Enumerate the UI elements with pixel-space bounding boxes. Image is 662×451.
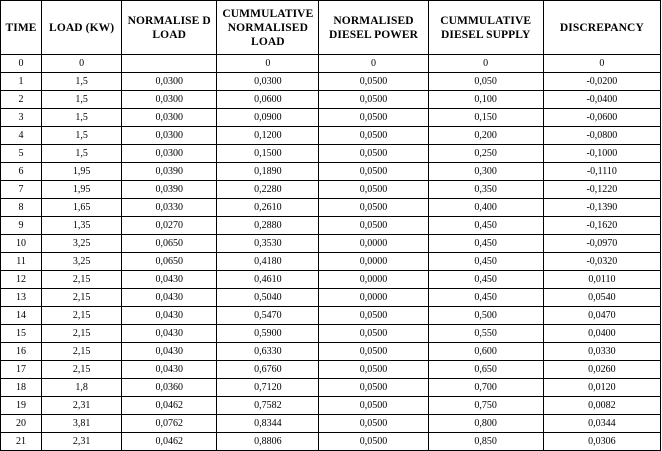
cell-normalised-load: 0,0462 [122,397,217,415]
cell-cumulative-diesel-supply: 0,600 [428,343,543,361]
table-row [1,109,661,127]
cell-load-kw: 2,15 [42,307,122,325]
cell-time: 19 [1,397,42,415]
cell-normalised-load: 0,0330 [122,199,217,217]
cell-discrepancy: -0,0200 [543,73,660,91]
cell-normalised-diesel-power: 0,0500 [319,307,428,325]
table-row [1,145,661,163]
cell-cumulative-diesel-supply: 0,450 [428,217,543,235]
cell-load-kw: 1,5 [42,127,122,145]
cell-cumulative-normalised-load: 0,5470 [217,307,319,325]
cell-time: 15 [1,325,42,343]
cell-cumulative-normalised-load: 0,8344 [217,415,319,433]
cell-cumulative-diesel-supply: 0,450 [428,289,543,307]
cell-normalised-load [122,55,217,73]
header-discrepancy: DISCREPANCY [543,1,660,55]
table-row [1,271,661,289]
table-header [1,1,661,55]
cell-discrepancy: 0,0260 [543,361,660,379]
cell-normalised-diesel-power: 0,0000 [319,289,428,307]
cell-cumulative-normalised-load: 0,1500 [217,145,319,163]
cell-time: 10 [1,235,42,253]
cell-load-kw: 1,8 [42,379,122,397]
cell-load-kw: 2,31 [42,433,122,451]
cell-time: 11 [1,253,42,271]
cell-time: 17 [1,361,42,379]
cell-load-kw: 1,95 [42,181,122,199]
cell-load-kw: 2,15 [42,325,122,343]
table-row [1,91,661,109]
cell-discrepancy: -0,0970 [543,235,660,253]
header-cumulative-diesel-supply: CUMMULATIVE DIESEL SUPPLY [428,1,543,55]
cell-cumulative-normalised-load: 0,4610 [217,271,319,289]
cell-normalised-diesel-power: 0,0500 [319,127,428,145]
cell-time: 4 [1,127,42,145]
cell-time: 20 [1,415,42,433]
cell-load-kw: 2,15 [42,289,122,307]
cell-normalised-load: 0,0300 [122,73,217,91]
cell-load-kw: 1,5 [42,145,122,163]
cell-cumulative-normalised-load: 0,6760 [217,361,319,379]
header-normalised-diesel-power: NORMALISED DIESEL POWER [319,1,428,55]
table-row [1,325,661,343]
cell-discrepancy: -0,1000 [543,145,660,163]
header-normalised-load: NORMALISE D LOAD [122,1,217,55]
cell-load-kw: 2,15 [42,271,122,289]
cell-discrepancy: 0,0344 [543,415,660,433]
cell-discrepancy: -0,0400 [543,91,660,109]
cell-normalised-diesel-power: 0,0500 [319,217,428,235]
cell-discrepancy: -0,1620 [543,217,660,235]
cell-normalised-load: 0,0650 [122,235,217,253]
cell-cumulative-normalised-load: 0,6330 [217,343,319,361]
cell-normalised-load: 0,0300 [122,91,217,109]
cell-normalised-diesel-power: 0,0000 [319,253,428,271]
cell-discrepancy: -0,1220 [543,181,660,199]
table-row [1,397,661,415]
cell-discrepancy: 0,0120 [543,379,660,397]
cell-cumulative-normalised-load: 0,1200 [217,127,319,145]
cell-normalised-load: 0,0300 [122,127,217,145]
table-row [1,199,661,217]
cell-load-kw: 2,15 [42,361,122,379]
cell-load-kw: 1,5 [42,73,122,91]
cell-normalised-load: 0,0650 [122,253,217,271]
cell-cumulative-normalised-load: 0,2610 [217,199,319,217]
cell-normalised-load: 0,0270 [122,217,217,235]
cell-normalised-load: 0,0462 [122,433,217,451]
header-time: TIME [1,1,42,55]
cell-load-kw: 2,15 [42,343,122,361]
cell-normalised-load: 0,0300 [122,109,217,127]
cell-cumulative-normalised-load: 0,3530 [217,235,319,253]
cell-normalised-diesel-power: 0,0500 [319,343,428,361]
cell-normalised-diesel-power: 0,0500 [319,163,428,181]
cell-normalised-load: 0,0430 [122,307,217,325]
cell-normalised-diesel-power: 0,0500 [319,73,428,91]
cell-time: 16 [1,343,42,361]
cell-cumulative-diesel-supply: 0,200 [428,127,543,145]
table-row [1,289,661,307]
cell-discrepancy: 0 [543,55,660,73]
cell-discrepancy: 0,0306 [543,433,660,451]
cell-cumulative-normalised-load: 0,5040 [217,289,319,307]
cell-discrepancy: -0,0320 [543,253,660,271]
cell-time: 8 [1,199,42,217]
cell-normalised-diesel-power: 0,0500 [319,109,428,127]
cell-normalised-load: 0,0390 [122,181,217,199]
cell-load-kw: 3,81 [42,415,122,433]
cell-cumulative-diesel-supply: 0 [428,55,543,73]
cell-cumulative-normalised-load: 0,2880 [217,217,319,235]
cell-cumulative-diesel-supply: 0,650 [428,361,543,379]
cell-cumulative-normalised-load: 0,4180 [217,253,319,271]
cell-normalised-load: 0,0430 [122,325,217,343]
cell-cumulative-diesel-supply: 0,050 [428,73,543,91]
cell-cumulative-normalised-load: 0,0600 [217,91,319,109]
cell-time: 9 [1,217,42,235]
cell-discrepancy: 0,0470 [543,307,660,325]
cell-cumulative-diesel-supply: 0,450 [428,253,543,271]
cell-normalised-diesel-power: 0,0500 [319,433,428,451]
cell-time: 14 [1,307,42,325]
cell-normalised-diesel-power: 0,0500 [319,181,428,199]
cell-cumulative-normalised-load: 0,5900 [217,325,319,343]
table-row [1,73,661,91]
cell-cumulative-diesel-supply: 0,450 [428,271,543,289]
cell-time: 18 [1,379,42,397]
cell-load-kw: 0 [42,55,122,73]
cell-cumulative-normalised-load: 0,0300 [217,73,319,91]
cell-time: 12 [1,271,42,289]
table-row [1,343,661,361]
cell-cumulative-diesel-supply: 0,450 [428,235,543,253]
table-row [1,379,661,397]
cell-cumulative-normalised-load: 0,2280 [217,181,319,199]
table-row [1,433,661,451]
cell-discrepancy: 0,0330 [543,343,660,361]
cell-discrepancy: -0,1110 [543,163,660,181]
cell-normalised-diesel-power: 0,0500 [319,325,428,343]
cell-load-kw: 3,25 [42,253,122,271]
cell-normalised-load: 0,0762 [122,415,217,433]
cell-cumulative-normalised-load: 0,7582 [217,397,319,415]
cell-normalised-load: 0,0300 [122,145,217,163]
cell-load-kw: 1,35 [42,217,122,235]
table-row [1,307,661,325]
cell-time: 1 [1,73,42,91]
cell-load-kw: 3,25 [42,235,122,253]
table-row [1,415,661,433]
cell-load-kw: 1,95 [42,163,122,181]
table-row [1,163,661,181]
cell-normalised-diesel-power: 0,0500 [319,415,428,433]
cell-cumulative-diesel-supply: 0,400 [428,199,543,217]
cell-load-kw: 1,65 [42,199,122,217]
cell-cumulative-diesel-supply: 0,700 [428,379,543,397]
cell-normalised-load: 0,0360 [122,379,217,397]
table-body [1,55,661,451]
cell-cumulative-diesel-supply: 0,500 [428,307,543,325]
cell-normalised-diesel-power: 0 [319,55,428,73]
table-row [1,361,661,379]
cell-cumulative-diesel-supply: 0,750 [428,397,543,415]
cell-cumulative-diesel-supply: 0,300 [428,163,543,181]
cell-normalised-diesel-power: 0,0500 [319,397,428,415]
cell-normalised-load: 0,0430 [122,343,217,361]
cell-cumulative-diesel-supply: 0,250 [428,145,543,163]
cell-cumulative-diesel-supply: 0,550 [428,325,543,343]
cell-time: 6 [1,163,42,181]
cell-cumulative-diesel-supply: 0,100 [428,91,543,109]
header-cumulative-normalised-load: CUMMULATIVE NORMALISED LOAD [217,1,319,55]
cell-time: 13 [1,289,42,307]
cell-discrepancy: -0,1390 [543,199,660,217]
cell-discrepancy: 0,0400 [543,325,660,343]
cell-load-kw: 1,5 [42,109,122,127]
table-row [1,127,661,145]
cell-discrepancy: -0,0600 [543,109,660,127]
cell-cumulative-diesel-supply: 0,150 [428,109,543,127]
cell-normalised-load: 0,0430 [122,361,217,379]
table-row [1,253,661,271]
cell-discrepancy: 0,0110 [543,271,660,289]
cell-normalised-diesel-power: 0,0500 [319,361,428,379]
cell-time: 0 [1,55,42,73]
cell-discrepancy: 0,0082 [543,397,660,415]
cell-cumulative-normalised-load: 0,0900 [217,109,319,127]
header-row [1,1,661,55]
table-row [1,55,661,73]
cell-time: 3 [1,109,42,127]
cell-normalised-diesel-power: 0,0000 [319,235,428,253]
cell-cumulative-normalised-load: 0,8806 [217,433,319,451]
cell-load-kw: 1,5 [42,91,122,109]
cell-normalised-diesel-power: 0,0500 [319,145,428,163]
cell-normalised-diesel-power: 0,0500 [319,91,428,109]
cell-time: 7 [1,181,42,199]
cell-cumulative-diesel-supply: 0,850 [428,433,543,451]
cell-load-kw: 2,31 [42,397,122,415]
header-load-kw: LOAD (KW) [42,1,122,55]
cell-cumulative-normalised-load: 0,7120 [217,379,319,397]
cell-normalised-diesel-power: 0,0000 [319,271,428,289]
cell-normalised-load: 0,0430 [122,289,217,307]
cell-time: 21 [1,433,42,451]
cell-normalised-diesel-power: 0,0500 [319,199,428,217]
table-row [1,181,661,199]
cell-discrepancy: 0,0540 [543,289,660,307]
cell-cumulative-normalised-load: 0 [217,55,319,73]
table-row [1,235,661,253]
cell-cumulative-normalised-load: 0,1890 [217,163,319,181]
cell-normalised-load: 0,0430 [122,271,217,289]
cell-normalised-diesel-power: 0,0500 [319,379,428,397]
cell-time: 2 [1,91,42,109]
cell-time: 5 [1,145,42,163]
cell-cumulative-diesel-supply: 0,350 [428,181,543,199]
table-row [1,217,661,235]
cell-discrepancy: -0,0800 [543,127,660,145]
cell-cumulative-diesel-supply: 0,800 [428,415,543,433]
cell-normalised-load: 0,0390 [122,163,217,181]
